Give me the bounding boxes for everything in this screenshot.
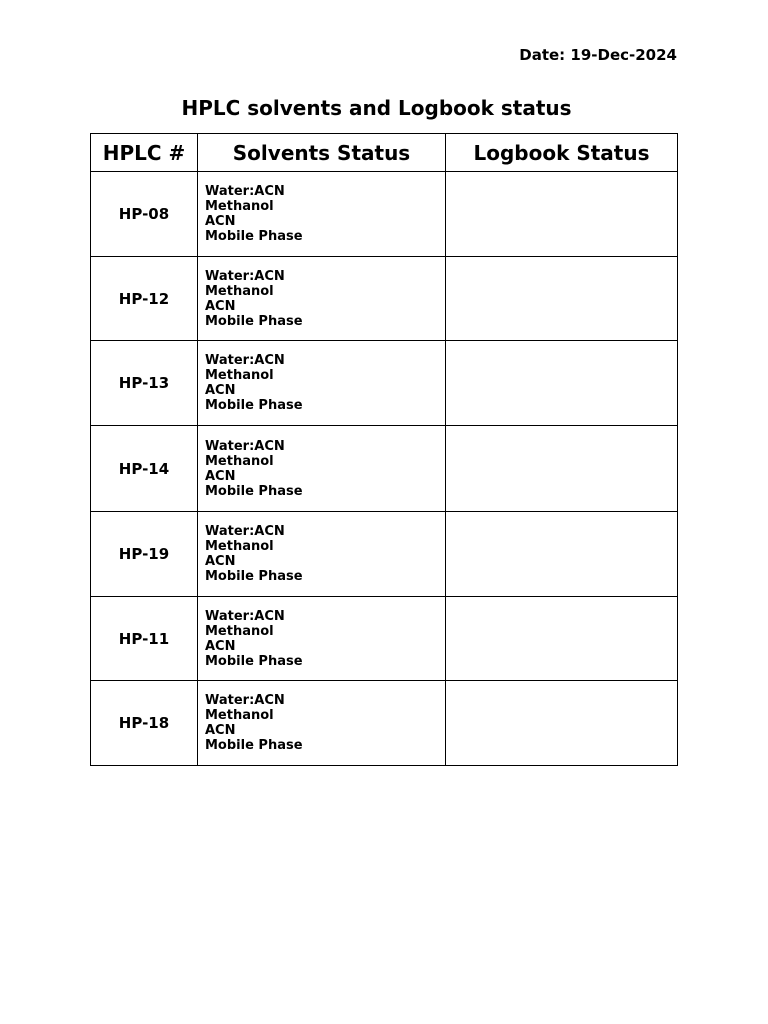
solvent-item: Water:ACN [205, 524, 285, 539]
table-row [91, 597, 678, 681]
solvent-item: Methanol [205, 368, 274, 383]
solvent-item: Methanol [205, 539, 274, 554]
solvents-status-cell [198, 426, 446, 512]
solvent-item: ACN [205, 214, 236, 229]
solvent-item: Methanol [205, 453, 274, 469]
solvent-item: ACN [205, 723, 236, 738]
solvent-item: Mobile Phase [205, 738, 303, 753]
solvent-item: Water:ACN [205, 184, 285, 199]
solvent-item: Methanol [205, 283, 274, 299]
table-row [91, 512, 678, 597]
table-body [91, 172, 678, 766]
solvent-item: ACN [205, 298, 236, 314]
solvent-item: Mobile Phase [205, 569, 303, 584]
hplc-id-cell: HP-11 [91, 597, 198, 681]
solvent-item: Water:ACN [205, 353, 285, 368]
column-header-hplc: HPLC # [91, 134, 198, 172]
table-row [91, 681, 678, 766]
solvents-status-cell [198, 512, 446, 597]
solvent-item: Water:ACN [205, 438, 285, 454]
solvents-status-cell [198, 172, 446, 257]
solvent-item: ACN [205, 638, 236, 654]
solvent-item: Mobile Phase [205, 398, 303, 413]
solvent-item: Methanol [205, 199, 274, 214]
table-row [91, 172, 678, 257]
solvent-item: Methanol [205, 623, 274, 639]
solvents-status-cell [198, 257, 446, 341]
logbook-status-cell[interactable] [446, 597, 678, 681]
solvents-status-cell [198, 597, 446, 681]
hplc-id-cell: HP-12 [91, 257, 198, 341]
hplc-status-table [90, 133, 678, 766]
logbook-status-cell[interactable] [446, 341, 678, 426]
solvent-item: ACN [205, 383, 236, 398]
logbook-status-cell[interactable] [446, 512, 678, 597]
document-date: Date: 19-Dec-2024 [519, 46, 677, 64]
solvent-item: Mobile Phase [205, 483, 303, 499]
solvent-item: Water:ACN [205, 608, 285, 624]
hplc-id-cell: HP-19 [91, 512, 198, 597]
solvents-status-cell [198, 341, 446, 426]
solvent-item: Mobile Phase [205, 313, 303, 329]
logbook-status-cell[interactable] [446, 681, 678, 766]
column-header-logbook-status: Logbook Status [446, 134, 678, 172]
solvent-item: Mobile Phase [205, 229, 303, 244]
hplc-id-cell: HP-18 [91, 681, 198, 766]
table-row [91, 341, 678, 426]
solvent-item: ACN [205, 554, 236, 569]
logbook-status-cell[interactable] [446, 172, 678, 257]
solvent-item: Methanol [205, 708, 274, 723]
hplc-id-cell: HP-08 [91, 172, 198, 257]
solvents-status-cell [198, 681, 446, 766]
solvent-item: Water:ACN [205, 268, 285, 284]
hplc-id-cell: HP-13 [91, 341, 198, 426]
hplc-id-cell: HP-14 [91, 426, 198, 512]
logbook-status-cell[interactable] [446, 426, 678, 512]
table-header-row [91, 134, 678, 172]
table-row [91, 426, 678, 512]
table-row [91, 257, 678, 341]
column-header-solvents-status: Solvents Status [198, 134, 446, 172]
logbook-status-cell[interactable] [446, 257, 678, 341]
document-title: HPLC solvents and Logbook status [181, 96, 572, 120]
solvent-item: Water:ACN [205, 693, 285, 708]
solvent-item: Mobile Phase [205, 653, 303, 669]
solvent-item: ACN [205, 468, 236, 484]
